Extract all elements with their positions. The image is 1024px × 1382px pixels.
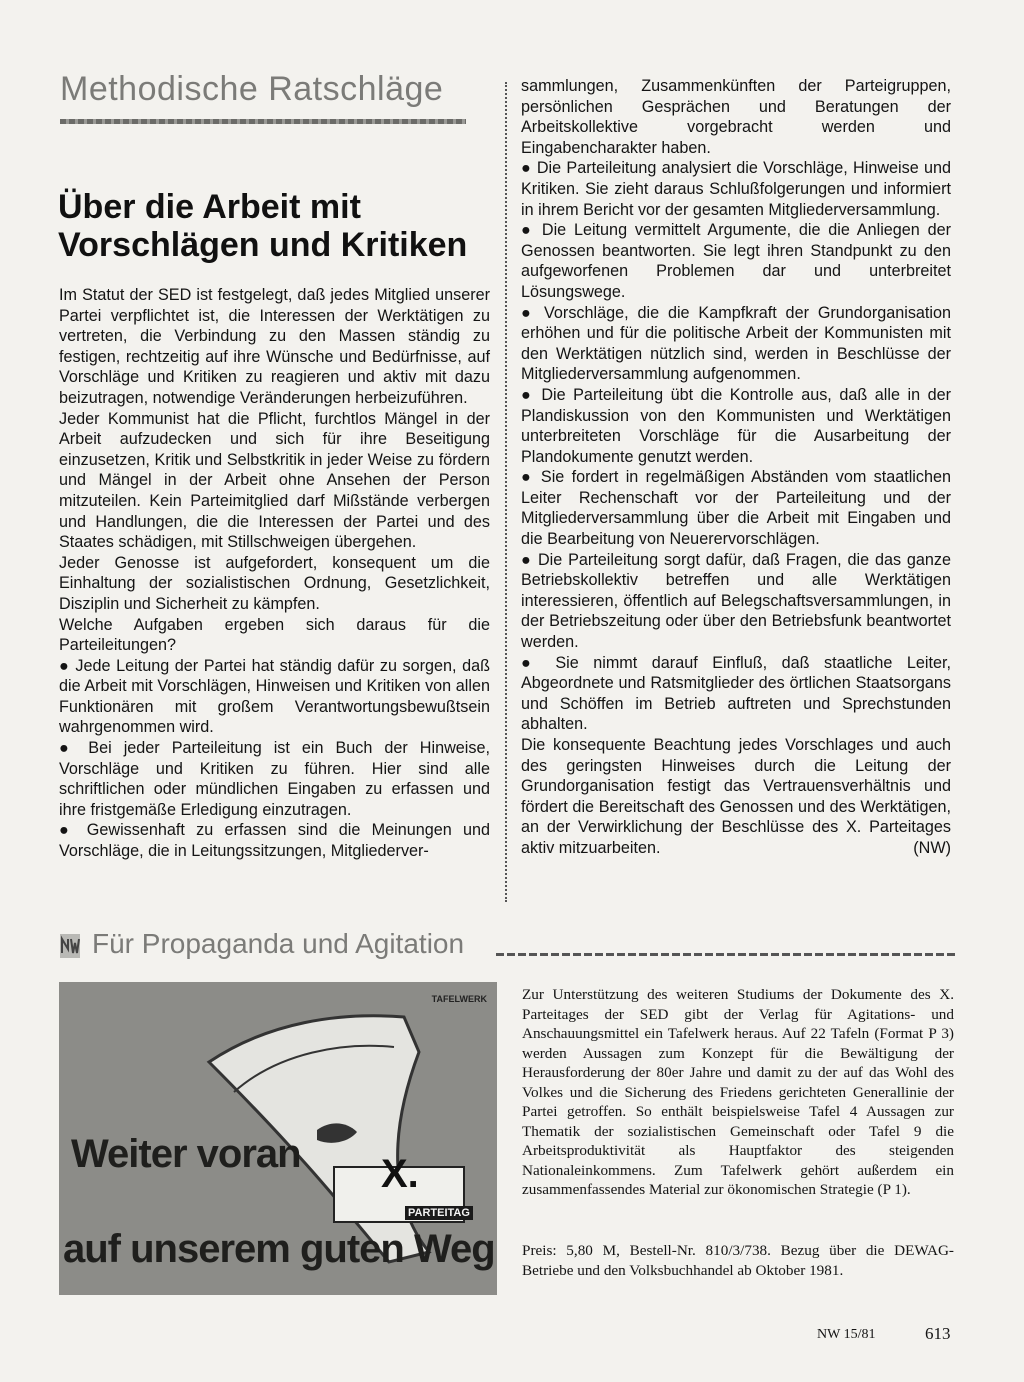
page-number: 613 bbox=[925, 1324, 951, 1343]
column-divider bbox=[505, 82, 507, 902]
poster-line-2: auf unserem guten Weg bbox=[63, 1227, 495, 1271]
signature: (NW) bbox=[913, 838, 951, 857]
poster-badge: PARTEITAG bbox=[405, 1206, 473, 1220]
paragraph: Welche Aufgaben ergeben sich daraus für die Parteileitungen? bbox=[59, 615, 490, 655]
bullet-paragraph: ● Die Leitung vermittelt Argumente, die die Anliegen der Genossen beantworten. Sie legt ihren Standpunkt zu den aufgeworfenen Problemen dar und unterbreitet Lösungswege. bbox=[521, 220, 951, 302]
bullet-paragraph: ● Die Parteileitung übt die Kontrolle aus, daß alle in der Plandiskussion von den Kommunisten und Werktätigen unterbreiteten Vorschläge für die Ausarbeitung der Plandokumente genutzt werden. bbox=[521, 385, 951, 467]
section-underline bbox=[60, 119, 466, 124]
issue-reference: NW 15/81 bbox=[817, 1327, 876, 1342]
paragraph: Im Statut der SED ist festgelegt, daß jedes Mitglied unserer Partei verpflichtet ist, die Interessen der Werktätigen zu vertreten, die Verbindung zu den Massen ständig zu festigen, rechtzeitig auf ihre Wünsche und Bedürfnisse, auf Vorschläge und Kritiken zu reagieren und aktiv mit dazu beizutragen, notwendige Veränderungen herbeizuführen. bbox=[59, 286, 490, 407]
title-line-1: Über die Arbeit mit bbox=[58, 188, 361, 226]
paragraph: Zur Unterstützung des weiteren Studiums der Dokumente des X. Parteitages der SED gibt der Verlag für Agitations- und Anschauungsmittel ein Tafelwerk heraus. Auf 22 Tafeln (Format P 3) werden Aussagen zum Konzept für die Bewältigung der Herausforderung der 80er Jahre und damit zu der auf das Wohl des Volkes und die Sicherung des Friedens gerichteten Generallinie der Partei getroffen. So enthält beispielsweise Tafel 4 Aussagen zur Thematik der sozialistischen Gemeinschaft oder Tafel 9 die Arbeitsproduktivität als Hauptfaktor des steigenden Nationaleinkommens. Zum Tafelwerk gehört außerdem ein zusammenfassendes Material zur ökonomischen Strategie (P 1). bbox=[522, 986, 954, 1198]
paragraph: sammlungen, Zusammenkünften der Parteigruppen, persönlichen Gesprächen und Beratungen der Arbeitskollektive vorgebracht werden und Eingabencharakter haben. bbox=[521, 77, 951, 157]
left-column bbox=[59, 285, 490, 862]
bullet-paragraph: ● Sie nimmt darauf Einfluß, daß staatliche Leiter, Abgeordnete und Ratsmitglieder des örtlichen Staatsorgans und Schöffen im Betrieb auftreten und Sprechstunden abhalten. bbox=[521, 653, 951, 735]
closing-paragraph bbox=[521, 735, 951, 859]
bullet-paragraph: ● Die Parteileitung sorgt dafür, daß Fragen, die das ganze Betriebskollektiv betreffen und alle Werktätigen interessieren, öffentlich auf Belegschaftsversammlungen, in der Betriebszeitung oder über den Betriebsfunk beantwortet werden. bbox=[521, 550, 951, 653]
bullet-paragraph: ● Sie fordert in regelmäßigen Abständen vom staatlichen Leiter Rechenschaft vor der Parteileitung und der Mitgliederversammlung über die Arbeit mit Eingaben und die Bearbeitung von Neuerervorschlägen. bbox=[521, 467, 951, 549]
poster-corner-label: TAFELWERK bbox=[431, 994, 487, 1004]
bullet-paragraph: ● Die Parteileitung analysiert die Vorschläge, Hinweise und Kritiken. Sie zieht daraus Schlußfolgerungen und informiert in ihrem Bericht vor der gesamten Mitgliederversammlung. bbox=[521, 158, 951, 220]
poster-line-1: Weiter voran bbox=[71, 1132, 301, 1176]
bullet-paragraph: ● Bei jeder Parteileitung ist ein Buch der Hinweise, Vorschläge und Kritiken zu führen. Hier sind alle schriftlichen oder mündlichen Eingaben zu erfassen und ihre fristgemäße Erledigung einzutragen. bbox=[59, 738, 490, 820]
propaganda-body bbox=[522, 985, 954, 1200]
title-line-2: Vorschlägen und Kritiken bbox=[58, 226, 468, 264]
paragraph: Jeder Kommunist hat die Pflicht, furchtlos Mängel in der Arbeit aufzudecken und sich für ihre Beseitigung einzusetzen, Kritik und Selbstkritik in jeder Weise zu fördern und Mängel in der Arbeit ohne Ansehen der Person mitzuteilen. Kein Parteimitglied darf Mißstände verbergen und Handlungen, die die Interessen der Partei und des Staates schädigen, mit Stillschweigen übergehen. bbox=[59, 409, 490, 552]
paragraph: Jeder Genosse ist aufgefordert, konsequent um die Einhaltung der sozialistischen Ordnung, Gesetzlichkeit, Disziplin und Sicherheit zu kämpfen. bbox=[59, 553, 490, 613]
price-info: Preis: 5,80 M, Bestell-Nr. 810/3/738. Bezug über die DEWAG-Betriebe und den Volksbuchhandel ab Oktober 1981. bbox=[522, 1242, 954, 1279]
article-title bbox=[58, 188, 467, 264]
section-heading: Methodische Ratschläge bbox=[60, 70, 444, 108]
bullet-paragraph: ● Jede Leitung der Partei hat ständig dafür zu sorgen, daß die Arbeit mit Vorschlägen, Hinweisen und Kritiken von allen Funktionären mit großem Verantwortungsbewußtsein wahrgenommen wird. bbox=[59, 656, 490, 738]
propaganda-rule bbox=[496, 953, 956, 956]
bullet-paragraph: ● Vorschläge, die die Kampfkraft der Grundorganisation erhöhen und für die politische Arbeit der Kommunisten mit den Werktätigen nützlich sind, werden in Beschlüsse der Mitgliederversammlung aufgenommen. bbox=[521, 303, 951, 385]
right-column bbox=[521, 76, 951, 859]
poster-numeral: X. bbox=[381, 1152, 419, 1196]
poster-image bbox=[59, 982, 497, 1295]
bullet-paragraph: ● Gewissenhaft zu erfassen sind die Meinungen und Vorschläge, die in Leitungssitzungen, Mitgliederver- bbox=[59, 820, 490, 861]
closing-text: Die konsequente Beachtung jedes Vorschlages und auch des geringsten Hinweises durch die Leitung der Grundorganisation festigt das Vertrauensverhältnis und fördert die Bereitschaft des Genossen und des Werktätigen, an der Verwirklichung der Beschlüsse des X. Parteitages aktiv mitzuarbeiten. bbox=[521, 736, 951, 857]
nw-logo-icon bbox=[59, 933, 81, 959]
propaganda-heading: Für Propaganda und Agitation bbox=[92, 928, 465, 959]
